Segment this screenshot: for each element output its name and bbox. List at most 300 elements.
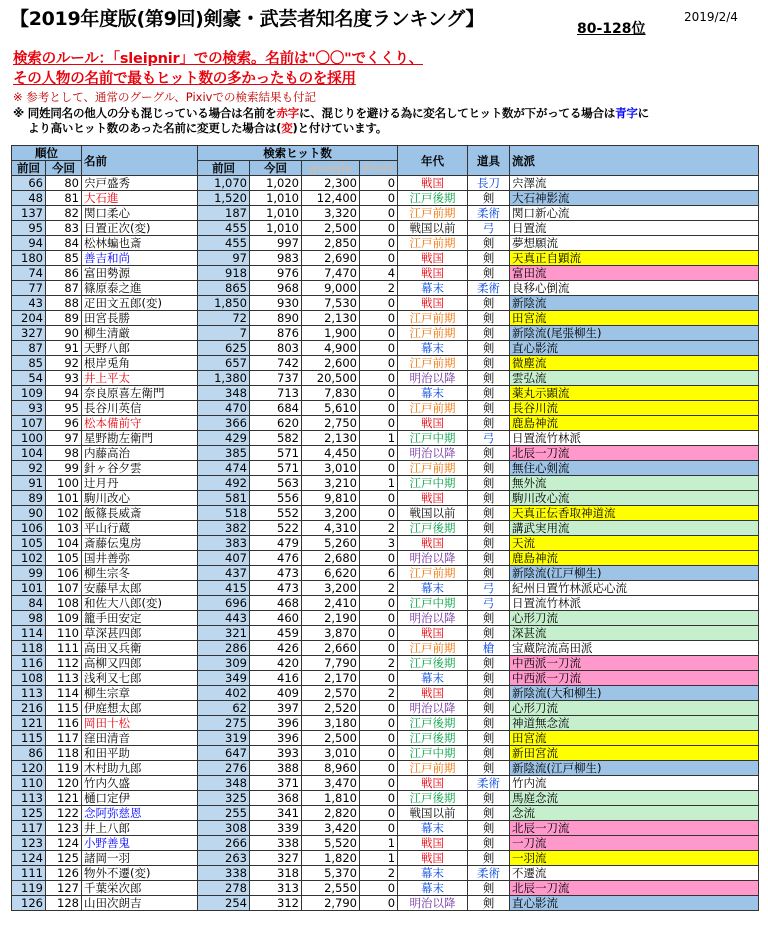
rank-cur-cell: 110 (46, 626, 82, 641)
table-row (12, 476, 759, 491)
rank-prev-cell: 126 (12, 896, 46, 911)
hits-prev-cell: 429 (198, 431, 250, 446)
hits-cur-cell: 396 (250, 731, 302, 746)
name-cell: 針ヶ谷夕雲 (82, 461, 198, 476)
rank-prev-cell: 104 (12, 446, 46, 461)
school-cell: 北辰一刀流 (510, 446, 759, 461)
tool-cell: 弓 (468, 221, 510, 236)
rank-prev-cell: 180 (12, 251, 46, 266)
name-cell: 井上平太 (82, 371, 198, 386)
pixiv-cell: 1 (360, 476, 398, 491)
pixiv-cell: 0 (360, 791, 398, 806)
pixiv-cell: 2 (360, 581, 398, 596)
era-cell: 戦国 (398, 536, 468, 551)
tool-cell: 剣 (468, 461, 510, 476)
pixiv-cell: 0 (360, 701, 398, 716)
era-cell: 明治以降 (398, 611, 468, 626)
rule-line-2: その人物の名前で最もヒット数の多かったものを採用 (13, 71, 356, 87)
school-cell: 無住心剣流 (510, 461, 759, 476)
tool-cell: 剣 (468, 236, 510, 251)
hits-prev-cell: 382 (198, 521, 250, 536)
hits-cur-cell: 313 (250, 881, 302, 896)
rank-cur-cell: 95 (46, 401, 82, 416)
school-cell: 講武実用流 (510, 521, 759, 536)
era-cell: 幕末 (398, 881, 468, 896)
rank-prev-cell: 94 (12, 236, 46, 251)
hits-prev-cell: 366 (198, 416, 250, 431)
era-cell: 江戸中期 (398, 476, 468, 491)
school-cell: 紀州日置竹林派応心流 (510, 581, 759, 596)
header-rank-cur: 今回 (46, 161, 82, 176)
name-cell: 和田平助 (82, 746, 198, 761)
table-row (12, 686, 759, 701)
rank-cur-cell: 84 (46, 236, 82, 251)
hits-cur-cell: 468 (250, 596, 302, 611)
rule-line-1: 検索のルール：「sleipnir」での検索。名前は"〇〇"でくくり、 (13, 51, 423, 67)
tool-cell: 剣 (468, 686, 510, 701)
school-cell: 夢想願流 (510, 236, 759, 251)
rank-cur-cell: 113 (46, 671, 82, 686)
tool-cell: 剣 (468, 671, 510, 686)
school-cell: 新陰流(江戸柳生) (510, 761, 759, 776)
era-cell: 幕末 (398, 341, 468, 356)
table-row (12, 731, 759, 746)
name-cell: 篠原泰之進 (82, 281, 198, 296)
tool-cell: 剣 (468, 791, 510, 806)
header-google: google (302, 161, 360, 176)
tool-cell: 剣 (468, 476, 510, 491)
hits-cur-cell: 737 (250, 371, 302, 386)
era-cell: 明治以降 (398, 896, 468, 911)
rank-cur-cell: 112 (46, 656, 82, 671)
tool-cell: 剣 (468, 401, 510, 416)
hits-prev-cell: 263 (198, 851, 250, 866)
hits-prev-cell: 696 (198, 596, 250, 611)
hits-cur-cell: 312 (250, 896, 302, 911)
hits-prev-cell: 625 (198, 341, 250, 356)
rank-prev-cell: 48 (12, 191, 46, 206)
tool-cell: 剣 (468, 896, 510, 911)
rank-prev-cell: 98 (12, 611, 46, 626)
pixiv-cell: 2 (360, 521, 398, 536)
pixiv-cell: 0 (360, 821, 398, 836)
name-cell: 小野善鬼 (82, 836, 198, 851)
google-cell: 3,010 (302, 746, 360, 761)
header-rank: 順位 (12, 146, 82, 161)
hits-cur-cell: 318 (250, 866, 302, 881)
tool-cell: 弓 (468, 596, 510, 611)
name-cell: 念阿弥慈恩 (82, 806, 198, 821)
school-cell: 心形刀流 (510, 701, 759, 716)
pixiv-cell: 0 (360, 491, 398, 506)
pixiv-cell: 0 (360, 461, 398, 476)
google-cell: 9,000 (302, 281, 360, 296)
hits-prev-cell: 1,520 (198, 191, 250, 206)
pixiv-cell: 1 (360, 836, 398, 851)
google-cell: 4,310 (302, 521, 360, 536)
tool-cell: 槍 (468, 641, 510, 656)
pixiv-cell: 0 (360, 716, 398, 731)
hits-prev-cell: 348 (198, 776, 250, 791)
google-cell: 4,450 (302, 446, 360, 461)
era-cell: 江戸前期 (398, 236, 468, 251)
hits-prev-cell: 918 (198, 266, 250, 281)
rank-cur-cell: 93 (46, 371, 82, 386)
pixiv-cell: 0 (360, 611, 398, 626)
hits-cur-cell: 1,010 (250, 191, 302, 206)
rank-cur-cell: 91 (46, 341, 82, 356)
school-cell: 天真正自顕流 (510, 251, 759, 266)
tool-cell: 剣 (468, 701, 510, 716)
era-cell: 戦国 (398, 626, 468, 641)
table-row (12, 626, 759, 641)
era-cell: 江戸前期 (398, 461, 468, 476)
google-cell: 5,370 (302, 866, 360, 881)
hits-cur-cell: 339 (250, 821, 302, 836)
tool-cell: 柔術 (468, 281, 510, 296)
hits-cur-cell: 396 (250, 716, 302, 731)
google-cell: 7,470 (302, 266, 360, 281)
table-row (12, 356, 759, 371)
hits-prev-cell: 319 (198, 731, 250, 746)
tool-cell: 剣 (468, 506, 510, 521)
google-cell: 7,790 (302, 656, 360, 671)
google-cell: 2,410 (302, 596, 360, 611)
table-row (12, 596, 759, 611)
tool-cell: 剣 (468, 386, 510, 401)
rank-prev-cell: 77 (12, 281, 46, 296)
name-cell: 千葉栄次郎 (82, 881, 198, 896)
hits-cur-cell: 368 (250, 791, 302, 806)
hits-prev-cell: 385 (198, 446, 250, 461)
name-cell: 高田又兵衛 (82, 641, 198, 656)
pixiv-cell: 0 (360, 176, 398, 191)
table-row (12, 311, 759, 326)
tool-cell: 剣 (468, 611, 510, 626)
pixiv-cell: 0 (360, 326, 398, 341)
school-cell: 馬庭念流 (510, 791, 759, 806)
tool-cell: 剣 (468, 551, 510, 566)
note-red-keyword: 変 (281, 121, 293, 135)
hits-prev-cell: 187 (198, 206, 250, 221)
rank-prev-cell: 54 (12, 371, 46, 386)
table-row (12, 236, 759, 251)
name-cell: 窪田清音 (82, 731, 198, 746)
table-row (12, 536, 759, 551)
era-cell: 江戸前期 (398, 761, 468, 776)
note-text: より高いヒット数のあった名前に変更した場合は( (28, 121, 282, 135)
rank-cur-cell: 117 (46, 731, 82, 746)
hits-cur-cell: 571 (250, 461, 302, 476)
name-cell: 長谷川英信 (82, 401, 198, 416)
tool-cell: 剣 (468, 371, 510, 386)
rank-prev-cell: 87 (12, 341, 46, 356)
google-cell: 2,820 (302, 806, 360, 821)
google-cell: 2,750 (302, 416, 360, 431)
google-cell: 20,500 (302, 371, 360, 386)
google-cell: 3,010 (302, 461, 360, 476)
rank-cur-cell: 80 (46, 176, 82, 191)
google-cell: 6,620 (302, 566, 360, 581)
tool-cell: 剣 (468, 836, 510, 851)
hits-prev-cell: 470 (198, 401, 250, 416)
hits-prev-cell: 349 (198, 671, 250, 686)
table-row (12, 521, 759, 536)
tool-cell: 剣 (468, 521, 510, 536)
hits-prev-cell: 455 (198, 221, 250, 236)
hits-cur-cell: 620 (250, 416, 302, 431)
table-row (12, 251, 759, 266)
rank-cur-cell: 85 (46, 251, 82, 266)
name-cell: 辻月丹 (82, 476, 198, 491)
era-cell: 江戸中期 (398, 431, 468, 446)
pixiv-cell: 0 (360, 221, 398, 236)
school-cell: 不遷流 (510, 866, 759, 881)
google-cell: 1,810 (302, 791, 360, 806)
google-cell: 2,570 (302, 686, 360, 701)
pixiv-cell: 0 (360, 341, 398, 356)
table-row (12, 851, 759, 866)
google-cell: 5,520 (302, 836, 360, 851)
tool-cell: 剣 (468, 626, 510, 641)
hits-cur-cell: 552 (250, 506, 302, 521)
note-text: に (637, 106, 649, 120)
name-cell: 安藤早太郎 (82, 581, 198, 596)
pixiv-cell: 0 (360, 371, 398, 386)
era-cell: 幕末 (398, 866, 468, 881)
table-row (12, 296, 759, 311)
tool-cell: 剣 (468, 656, 510, 671)
pixiv-cell: 2 (360, 281, 398, 296)
hits-prev-cell: 581 (198, 491, 250, 506)
google-cell: 3,200 (302, 506, 360, 521)
google-cell: 4,900 (302, 341, 360, 356)
name-cell: 木村助九郎 (82, 761, 198, 776)
era-cell: 戦国 (398, 296, 468, 311)
hits-cur-cell: 460 (250, 611, 302, 626)
table-row (12, 266, 759, 281)
name-cell: 柳生宗冬 (82, 566, 198, 581)
google-cell: 2,130 (302, 311, 360, 326)
hits-prev-cell: 254 (198, 896, 250, 911)
table-row (12, 506, 759, 521)
hits-cur-cell: 388 (250, 761, 302, 776)
tool-cell: 長刀 (468, 176, 510, 191)
rank-cur-cell: 114 (46, 686, 82, 701)
name-cell: 柳生宗章 (82, 686, 198, 701)
era-cell: 江戸中期 (398, 596, 468, 611)
google-cell: 7,830 (302, 386, 360, 401)
rank-prev-cell: 90 (12, 506, 46, 521)
era-cell: 明治以降 (398, 446, 468, 461)
google-cell: 2,520 (302, 701, 360, 716)
tool-cell: 剣 (468, 881, 510, 896)
rank-cur-cell: 92 (46, 356, 82, 371)
era-cell: 江戸前期 (398, 326, 468, 341)
rank-prev-cell: 85 (12, 356, 46, 371)
hits-prev-cell: 657 (198, 356, 250, 371)
google-cell: 2,550 (302, 881, 360, 896)
name-cell: 物外不遷(変) (82, 866, 198, 881)
era-cell: 江戸前期 (398, 311, 468, 326)
google-cell: 7,530 (302, 296, 360, 311)
rank-prev-cell: 91 (12, 476, 46, 491)
rank-prev-cell: 119 (12, 881, 46, 896)
name-cell: 柳生清厳 (82, 326, 198, 341)
hits-cur-cell: 582 (250, 431, 302, 446)
rank-cur-cell: 86 (46, 266, 82, 281)
table-row (12, 701, 759, 716)
google-cell: 3,870 (302, 626, 360, 641)
hits-cur-cell: 713 (250, 386, 302, 401)
name-cell: 竹内久盛 (82, 776, 198, 791)
hits-cur-cell: 968 (250, 281, 302, 296)
hits-prev-cell: 278 (198, 881, 250, 896)
rank-prev-cell: 137 (12, 206, 46, 221)
google-cell: 1,900 (302, 326, 360, 341)
rank-cur-cell: 126 (46, 866, 82, 881)
tool-cell: 剣 (468, 761, 510, 776)
pixiv-cell: 0 (360, 356, 398, 371)
rank-prev-cell: 116 (12, 656, 46, 671)
pixiv-cell: 0 (360, 881, 398, 896)
rank-cur-cell: 87 (46, 281, 82, 296)
era-cell: 戦国以前 (398, 806, 468, 821)
table-row (12, 746, 759, 761)
hits-cur-cell: 479 (250, 536, 302, 551)
school-cell: 直心影流 (510, 341, 759, 356)
name-cell: 駒川改心 (82, 491, 198, 506)
google-cell: 3,200 (302, 581, 360, 596)
school-cell: 田宮流 (510, 311, 759, 326)
hits-cur-cell: 522 (250, 521, 302, 536)
name-cell: 伊庭想太郎 (82, 701, 198, 716)
school-cell: 中西派一刀流 (510, 656, 759, 671)
era-cell: 戦国以前 (398, 506, 468, 521)
table-row (12, 491, 759, 506)
google-cell: 2,660 (302, 641, 360, 656)
rank-prev-cell: 84 (12, 596, 46, 611)
hits-prev-cell: 72 (198, 311, 250, 326)
name-cell: 平山行蔵 (82, 521, 198, 536)
rank-prev-cell: 204 (12, 311, 46, 326)
tool-cell: 弓 (468, 431, 510, 446)
pixiv-cell: 0 (360, 761, 398, 776)
table-row (12, 581, 759, 596)
table-row (12, 806, 759, 821)
google-cell: 2,600 (302, 356, 360, 371)
rank-prev-cell: 118 (12, 641, 46, 656)
school-cell: 日置流 (510, 221, 759, 236)
era-cell: 戦国 (398, 686, 468, 701)
hits-prev-cell: 518 (198, 506, 250, 521)
pixiv-cell: 0 (360, 401, 398, 416)
school-cell: 念流 (510, 806, 759, 821)
rank-prev-cell: 113 (12, 791, 46, 806)
tool-cell: 剣 (468, 851, 510, 866)
tool-cell: 剣 (468, 716, 510, 731)
header-era: 年代 (398, 146, 468, 176)
rank-cur-cell: 127 (46, 881, 82, 896)
hits-cur-cell: 341 (250, 806, 302, 821)
tool-cell: 剣 (468, 446, 510, 461)
school-cell: 神道無念流 (510, 716, 759, 731)
rank-prev-cell: 106 (12, 521, 46, 536)
school-cell: 新陰流 (510, 296, 759, 311)
name-cell: 奈良原喜左衛門 (82, 386, 198, 401)
tool-cell: 剣 (468, 821, 510, 836)
table-row (12, 341, 759, 356)
hits-prev-cell: 437 (198, 566, 250, 581)
rank-cur-cell: 118 (46, 746, 82, 761)
rank-prev-cell: 86 (12, 746, 46, 761)
school-cell: 宝蔵院流高田派 (510, 641, 759, 656)
hits-prev-cell: 492 (198, 476, 250, 491)
table-row (12, 176, 759, 191)
name-cell: 岡田十松 (82, 716, 198, 731)
pixiv-cell: 0 (360, 806, 398, 821)
era-cell: 戦国 (398, 251, 468, 266)
hits-cur-cell: 459 (250, 626, 302, 641)
era-cell: 戦国 (398, 176, 468, 191)
table-row (12, 566, 759, 581)
table-row (12, 791, 759, 806)
rank-cur-cell: 81 (46, 191, 82, 206)
table-row (12, 401, 759, 416)
era-cell: 江戸前期 (398, 356, 468, 371)
pixiv-cell: 0 (360, 776, 398, 791)
pixiv-cell: 0 (360, 251, 398, 266)
pixiv-cell: 0 (360, 746, 398, 761)
google-cell: 2,850 (302, 236, 360, 251)
hits-cur-cell: 397 (250, 701, 302, 716)
tool-cell: 剣 (468, 251, 510, 266)
google-cell: 2,130 (302, 431, 360, 446)
rank-cur-cell: 102 (46, 506, 82, 521)
era-cell: 明治以降 (398, 701, 468, 716)
table-row (12, 821, 759, 836)
google-cell: 5,610 (302, 401, 360, 416)
note-text: ※ 同姓同名の他人の分も混じっている場合は名前を (13, 106, 277, 120)
table-row (12, 866, 759, 881)
school-cell: 深甚流 (510, 626, 759, 641)
table-row (12, 446, 759, 461)
google-cell: 3,210 (302, 476, 360, 491)
hits-prev-cell: 407 (198, 551, 250, 566)
hits-prev-cell: 865 (198, 281, 250, 296)
tool-cell: 剣 (468, 296, 510, 311)
tool-cell: 剣 (468, 731, 510, 746)
name-cell: 諸岡一羽 (82, 851, 198, 866)
hits-prev-cell: 443 (198, 611, 250, 626)
school-cell: 大石神影流 (510, 191, 759, 206)
table-row (12, 416, 759, 431)
school-cell: 雲弘流 (510, 371, 759, 386)
rank-prev-cell: 102 (12, 551, 46, 566)
school-cell: 北辰一刀流 (510, 881, 759, 896)
name-cell: 松本備前守 (82, 416, 198, 431)
hits-prev-cell: 309 (198, 656, 250, 671)
name-cell: 樋口定伊 (82, 791, 198, 806)
table-row (12, 386, 759, 401)
hits-prev-cell: 266 (198, 836, 250, 851)
name-cell: 井上八郎 (82, 821, 198, 836)
name-cell: 和佐大八郎(変) (82, 596, 198, 611)
hits-cur-cell: 371 (250, 776, 302, 791)
name-cell: 富田勢源 (82, 266, 198, 281)
header-name: 名前 (82, 146, 198, 176)
rank-prev-cell: 95 (12, 221, 46, 236)
